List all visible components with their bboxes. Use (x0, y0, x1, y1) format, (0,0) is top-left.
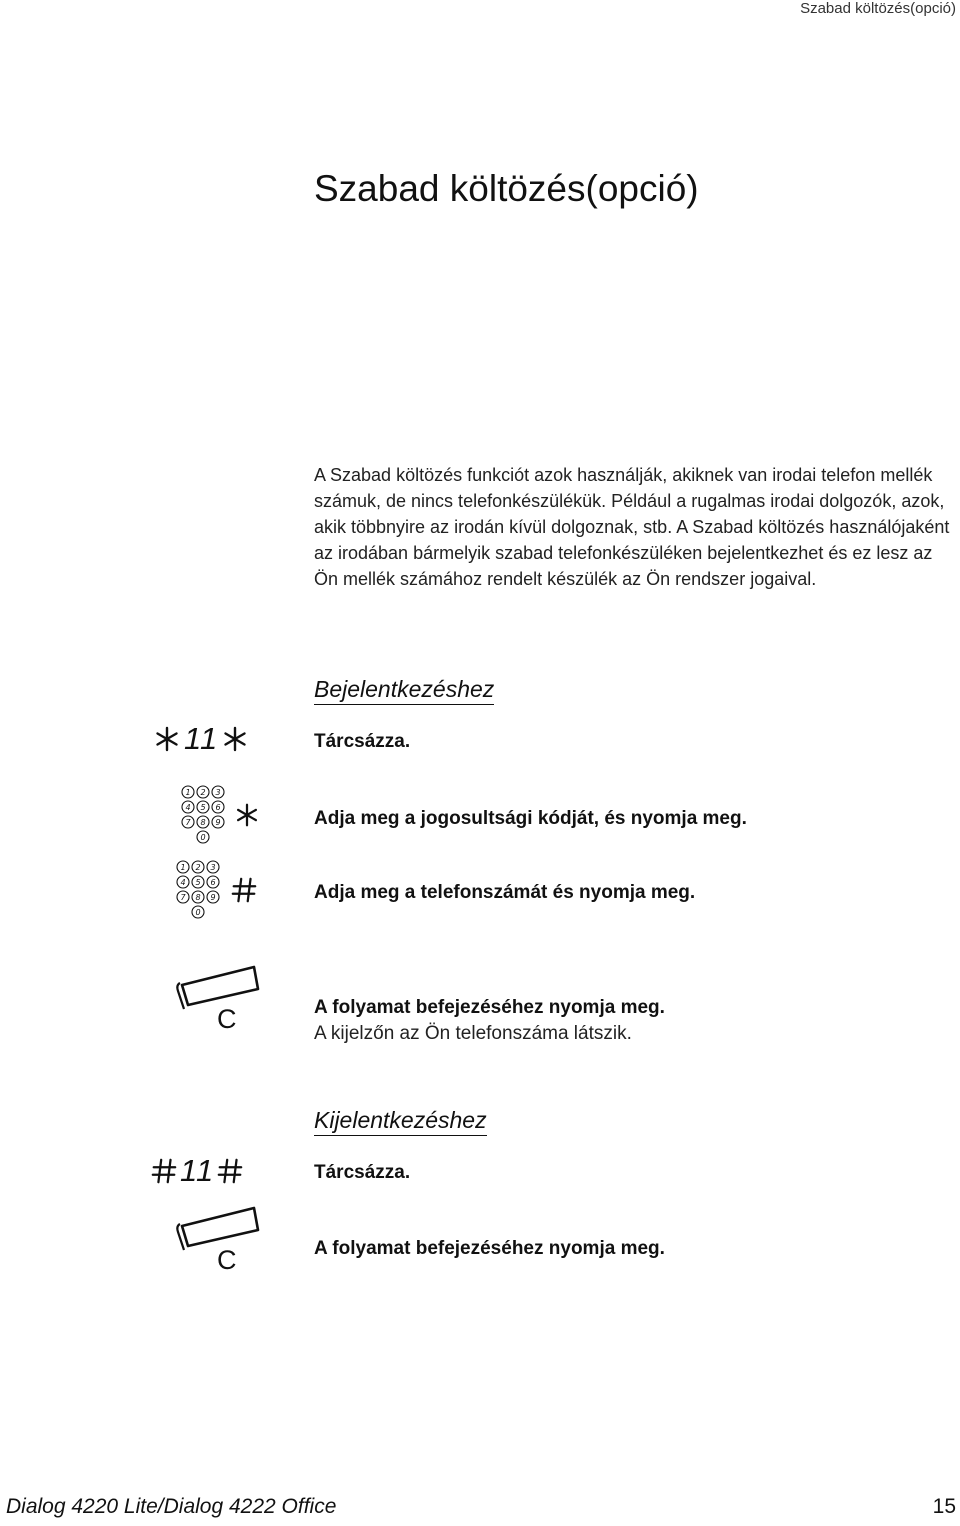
logout-code (150, 1154, 244, 1188)
svg-text:2: 2 (195, 863, 201, 872)
login-step-dial: Tárcsázza. (314, 731, 411, 752)
svg-text:7: 7 (185, 818, 191, 827)
keypad-icon (175, 859, 223, 921)
logout-step-dial: Tárcsázza. (314, 1162, 411, 1183)
login-step-finish-note: A kijelzőn az Ön telefonszáma látszik. (314, 1023, 632, 1044)
svg-text:5: 5 (195, 878, 201, 887)
hash-key-icon (216, 1156, 244, 1186)
hash-key-icon (150, 1156, 178, 1186)
svg-text:4: 4 (185, 803, 191, 812)
login-code-digits: 11 (184, 721, 219, 756)
svg-text:9: 9 (215, 818, 221, 827)
star-key-icon (152, 724, 182, 754)
svg-text:0: 0 (200, 833, 206, 842)
star-key-icon (233, 801, 261, 829)
logout-code-digits: 11 (180, 1153, 215, 1188)
login-code (152, 722, 250, 756)
login-step-auth: Adja meg a jogosultsági kódját, és nyomja meg. (314, 808, 747, 829)
svg-text:0: 0 (195, 908, 201, 917)
svg-text:7: 7 (180, 893, 186, 902)
clear-key-letter: C (217, 1245, 237, 1275)
logout-heading: Kijelentkezéshez (314, 1106, 487, 1136)
keypad-icon (180, 784, 228, 846)
login-step-finish: A folyamat befejezéséhez nyomja meg. (314, 997, 665, 1018)
svg-text:8: 8 (195, 893, 201, 902)
svg-text:3: 3 (210, 863, 216, 872)
svg-text:6: 6 (210, 878, 216, 887)
star-key-icon (220, 724, 250, 754)
svg-text:1: 1 (185, 788, 191, 797)
clear-key-letter: C (217, 1004, 237, 1034)
login-step-number: Adja meg a telefonszámát és nyomja meg. (314, 882, 696, 903)
svg-text:5: 5 (200, 803, 206, 812)
svg-text:1: 1 (180, 863, 186, 872)
intro-paragraph: A Szabad költözés funkciót azok használják, akiknek van irodai telefon mellék számuk, de nincs telefonkészülékük. Például a rugalmas irodai dolgozók, azok, akik többnyire az irodán kívül dolgoznak, stb. A Szabad költözés használójaként az irodában bármelyik szabad telefonkészüléken bejelentkezhet és ez lesz az Ön mellék számához rendelt készülék az Ön rendszer jogaival. (314, 465, 950, 589)
svg-text:9: 9 (210, 893, 216, 902)
logout-step-finish: A folyamat befejezéséhez nyomja meg. (314, 1238, 665, 1259)
page-title: Szabad költözés(opció) (314, 168, 699, 209)
footer-product-name: Dialog 4220 Lite/Dialog 4222 Office (6, 1495, 337, 1518)
running-header: Szabad költözés(opció) (800, 0, 956, 17)
svg-text:8: 8 (200, 818, 206, 827)
login-heading: Bejelentkezéshez (314, 675, 494, 705)
svg-text:2: 2 (200, 788, 206, 797)
hash-key-icon (230, 876, 258, 904)
svg-text:3: 3 (215, 788, 221, 797)
svg-text:4: 4 (180, 878, 186, 887)
svg-text:6: 6 (215, 803, 221, 812)
footer-page-number: 15 (932, 1495, 956, 1518)
